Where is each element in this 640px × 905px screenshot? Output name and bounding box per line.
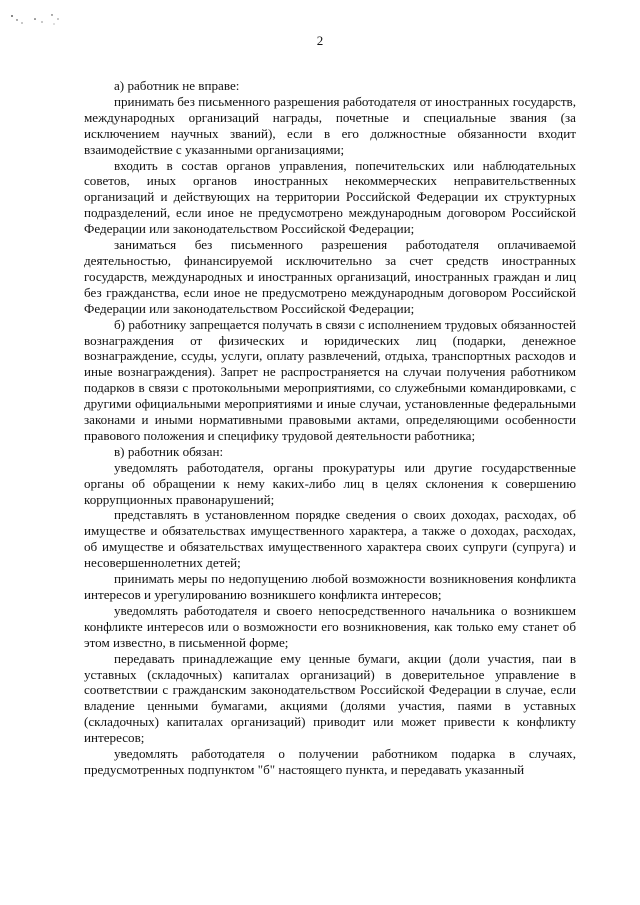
paragraph: передавать принадлежащие ему ценные бумаги, акции (доли участия, паи в уставных (складочных) капиталах организаций) в доверительное управление в соответствии с гражданским законодательством Российской Федерации в случае, если владение ценными бумагами, акциями (долями участия, паями в уставных (складочных) капиталах организаций) приводит или может привести к конфликту интересов; — [84, 650, 576, 746]
paragraph: принимать меры по недопущению любой возможности возникновения конфликта интересов и урегулированию возникшего конфликта интересов; — [84, 571, 576, 602]
paragraph: представлять в установленном порядке сведения о своих доходах, расходах, об имуществе и обязательствах имущественного характера, а также о доходах, расходах, об имуществе и обязательствах имущественного характера своих супруги (супруга) и несовершеннолетних детей; — [84, 507, 576, 571]
paragraph: принимать без письменного разрешения работодателя от иностранных государств, международных организаций награды, почетные и специальные звания (за исключением научных званий), если в его должностные обязанности входит взаимодействие с указанными организациями; — [84, 93, 576, 157]
paragraph: уведомлять работодателя и своего непосредственного начальника о возникшем конфликте интересов или о возможности его возникновения, как только ему станет об этом известно, в письменной форме; — [84, 602, 576, 650]
paragraph: уведомлять работодателя, органы прокуратуры или другие государственные органы об обращении к нему каких-либо лиц в целях склонения к совершению коррупционных правонарушений; — [84, 459, 576, 507]
page-number: 2 — [316, 33, 324, 48]
paragraph-a-heading: а) работник не вправе: — [114, 78, 240, 93]
paragraph-b: б) работнику запрещается получать в связи с исполнением трудовых обязанностей вознаграждения от физических и юридических лиц (подарки, денежное вознаграждение, ссуды, услуги, оплату развлечений, отдыха, транспортных расходов и иные вознаграждения). Запрет не распространяется на случаи получения работником подарков в связи с протокольными мероприятиями, со служебными командировками, с другими официальными мероприятиями и иные случаи, установленные федеральными законами и иными нормативными правовыми актами, определяющими особенности правового положения и специфику трудовой деятельности работника; — [84, 316, 576, 443]
paragraph: уведомлять работодателя о получении работником подарка в случаях, предусмотренных подпунктом "б" настоящего пункта, и передавать указанный — [84, 746, 576, 777]
document-body — [84, 78, 576, 778]
paragraph: входить в состав органов управления, попечительских или наблюдательных советов, иных органов иностранных некоммерческих неправительственных организаций и действующих на территории Российской Федерации их структурных подразделений, если иное не предусмотрено международным договором Российской Федерации или законодательством Российской Федерации; — [84, 157, 576, 237]
paragraph: заниматься без письменного разрешения работодателя оплачиваемой деятельностью, финансируемой исключительно за счет средств иностранных государств, международных и иностранных организаций, иностранных граждан и лиц без гражданства, если иное не предусмотрено международным договором Российской Федерации или законодательством Российской Федерации; — [84, 237, 576, 316]
paragraph-c-heading: в) работник обязан: — [114, 443, 224, 459]
scan-noise-specks — [8, 10, 68, 30]
